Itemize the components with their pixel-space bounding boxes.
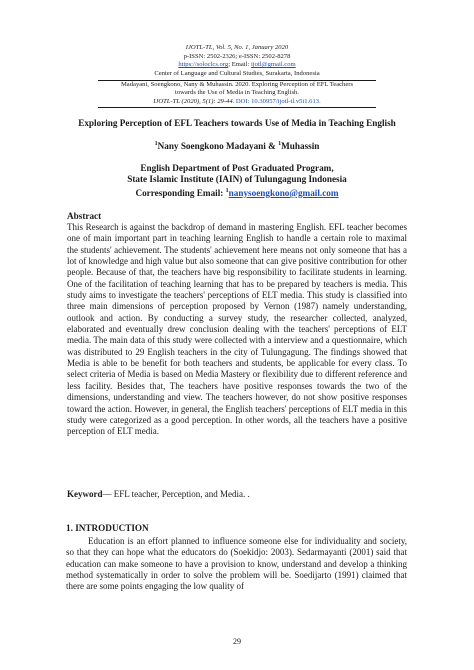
doi-link[interactable]: DOI: 10.30957/ijotl-tl.v5i1.613. [235, 97, 321, 105]
journal-header [0, 44, 474, 78]
citation-line-2: towards the Use of Media in Teaching English. [175, 89, 299, 97]
keywords-line [67, 489, 250, 499]
affiliation-line-1: English Department of Post Graduated Program, [140, 163, 334, 173]
abstract-text: This Research is against the backdrop of demand in mastering English. EFL teacher becomes one of main important part in teaching learning English to handle a certain role to maximal the students' achievement. The students' achievement here means not only someone that has a lot of knowledge and high value but also someone that can give positive contribution for other people. Because of that, the teachers have big responsibility to facilitate students in learning. One of the facilitation of teaching learning that has to be prepared by teachers is media. This study aims to investigate the teachers' perceptions of ELT media. This study is classified into three main dimensions of perception proposed by Vernon (1987) namely understanding, outlook and action. By conducting a survey study, the researcher collected, analyzed, elaborated and eventually drew conclusion dealing with the teachers' perceptions of ELT media. The main data of this study were collected with a interview and a questionnaire, which was distributed to 29 English teachers in the city of Tulungagung. The findings showed that Media is able to be benefit for both teachers and students, be applicable for every class. To select criteria of Media is based on Media Mastery or flexibility due to different reference and less facility. Besides that, The teachers have positive responses towards the two of the dimensions, understanding and view. The teachers however, do not show positive responses toward the action. However, in general, the English teachers' perceptions of ELT media in this study were categorized as a good perception. In other words, all the teachers have a positive perception of ELT media. [67, 222, 407, 437]
section-heading-introduction: 1. INTRODUCTION [66, 523, 149, 533]
email-label: Corresponding Email: [135, 187, 226, 198]
journal-line: IJOTL-TL, Vol. 5, No. 1, January 2020 [185, 44, 289, 51]
keywords-label: Keyword [67, 489, 103, 499]
citation-block [98, 81, 376, 106]
citation-source: IJOTL-TL (2020), 5(1): 29-44. [153, 97, 236, 105]
corresponding-email-link[interactable]: nanysoengkono@gmail.com [228, 187, 339, 198]
website-link[interactable]: https://soloclcs.org [178, 61, 229, 69]
page-number: 29 [233, 637, 241, 646]
citation-line-3 [98, 98, 376, 106]
keywords-text: — EFL teacher, Perception, and Media. . [102, 489, 250, 499]
issn-line: p-ISSN: 2502-2326; e-ISSN: 2502-8278 [183, 52, 291, 60]
publisher-line: Center of Language and Cultural Studies, Surakarta, Indonesia [154, 69, 320, 77]
email-separator: ; Email: [228, 61, 251, 69]
corresponding-email-line [0, 186, 474, 199]
journal-email-link[interactable]: ijotl@gmail.com [250, 61, 296, 69]
contact-line [0, 61, 474, 70]
abstract-heading: Abstract [67, 211, 102, 221]
paper-title: Exploring Perception of EFL Teachers towards Use of Media in Teaching English [78, 118, 396, 128]
author2-name: Muhassin [281, 141, 320, 152]
author-line [0, 141, 474, 151]
introduction-text: Education is an effort planned to influence someone else for individuality and society, so that they can hope what the educators do (Soekidjo: 2003). Sedarmayanti (2001) said that education can make someone to have a provision to know, understand and develop a thinking method systematically in order to solve the problem will be. Soedijarto (1991) claimed that there are some points engaging the low quality of [66, 536, 407, 592]
header-rule-bottom [98, 107, 376, 108]
email-sup: 1 [225, 187, 229, 194]
author1-sup: 1 [154, 141, 158, 147]
author2-sup: 1 [278, 141, 282, 147]
affiliation [0, 163, 474, 199]
citation-line-1: Madayani, Soengkono, Nany & Muhassin. 2020. Exploring Perception of EFL Teachers [120, 81, 354, 88]
affiliation-line-2: State Islamic Institute (IAIN) of Tulungagung Indonesia [127, 174, 347, 185]
author1-name: Nany Soengkono Madayani & [157, 141, 279, 152]
